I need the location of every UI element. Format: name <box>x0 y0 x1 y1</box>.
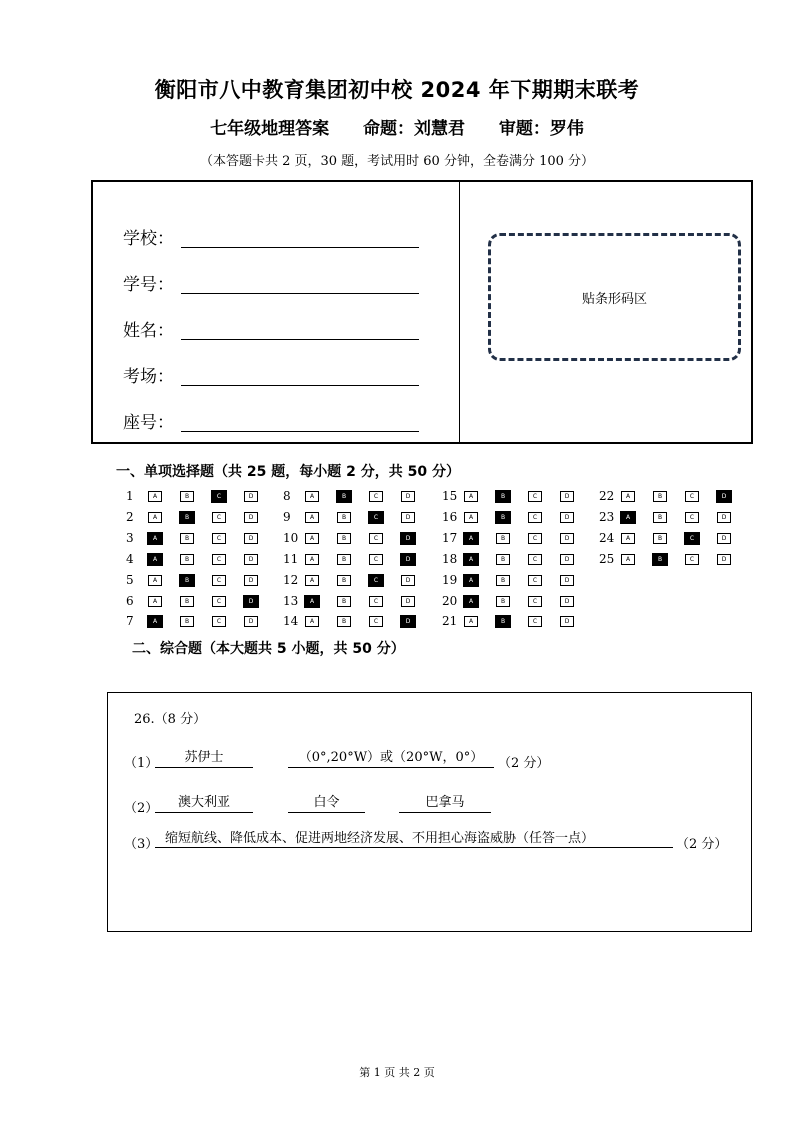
option-bubble-c[interactable]: C <box>685 491 699 502</box>
option-bubble-d[interactable]: D <box>401 491 415 502</box>
question-number: 9 <box>283 510 291 524</box>
subject-label: 七年级地理答案 <box>210 119 330 139</box>
option-bubble-d[interactable]: D <box>560 512 574 523</box>
option-bubble-b[interactable]: B <box>180 616 194 627</box>
option-bubble-b[interactable]: B <box>180 533 194 544</box>
q26-part1-answer-b: （0°,20°W）或（20°W，0°） <box>288 749 494 768</box>
option-bubble-b[interactable]: B <box>337 512 351 523</box>
option-bubble-d[interactable]: D <box>560 616 574 627</box>
option-bubble-a[interactable]: A <box>305 512 319 523</box>
option-bubble-c[interactable]: C <box>685 512 699 523</box>
option-bubble-a[interactable]: A <box>305 596 319 607</box>
barcode-area <box>488 233 741 361</box>
option-bubble-b[interactable]: B <box>496 616 510 627</box>
option-bubble-a[interactable]: A <box>464 491 478 502</box>
option-bubble-a[interactable]: A <box>464 616 478 627</box>
q26-part2-answer-a: 澳大利亚 <box>155 794 253 813</box>
option-bubble-c[interactable]: C <box>212 512 226 523</box>
question-row <box>599 531 749 545</box>
option-bubble-a[interactable]: A <box>148 512 162 523</box>
question-number: 2 <box>126 510 134 524</box>
option-bubble-b[interactable]: B <box>496 596 510 607</box>
option-bubble-b[interactable]: B <box>653 554 667 565</box>
option-bubble-b[interactable]: B <box>180 512 194 523</box>
option-bubble-c[interactable]: C <box>212 616 226 627</box>
info-divider <box>459 180 460 444</box>
option-bubble-b[interactable]: B <box>496 554 510 565</box>
question-row <box>283 614 433 628</box>
question-number: 22 <box>599 489 615 503</box>
question-row <box>283 531 433 545</box>
q26-part1-score: （2 分） <box>498 756 550 771</box>
question-number: 7 <box>126 614 134 628</box>
option-bubble-a[interactable]: A <box>305 575 319 586</box>
option-bubble-c[interactable]: C <box>528 616 542 627</box>
option-bubble-c[interactable]: C <box>369 533 383 544</box>
student-id-label: 学号： <box>123 275 174 295</box>
option-bubble-a[interactable]: A <box>621 533 635 544</box>
option-bubble-b[interactable]: B <box>653 512 667 523</box>
question-row <box>599 510 749 524</box>
option-bubble-d[interactable]: D <box>244 596 258 607</box>
option-bubble-b[interactable]: B <box>337 596 351 607</box>
q26-part1-label: （1） <box>124 756 159 771</box>
question-row <box>442 510 592 524</box>
option-bubble-b[interactable]: B <box>496 512 510 523</box>
option-bubble-d[interactable]: D <box>401 596 415 607</box>
option-bubble-a[interactable]: A <box>621 554 635 565</box>
option-bubble-c[interactable]: C <box>528 512 542 523</box>
question-number: 1 <box>126 489 134 503</box>
reviewer-label: 审题：罗伟 <box>498 119 584 139</box>
option-bubble-a[interactable]: A <box>148 616 162 627</box>
option-bubble-c[interactable]: C <box>528 533 542 544</box>
question-number: 3 <box>126 531 134 545</box>
question-row <box>283 489 433 503</box>
question-row <box>126 594 276 608</box>
question-row <box>126 489 276 503</box>
q26-part3-score: （2 分） <box>676 837 728 852</box>
option-bubble-c[interactable]: C <box>528 554 542 565</box>
option-bubble-a[interactable]: A <box>305 616 319 627</box>
question-row <box>283 510 433 524</box>
option-bubble-b[interactable]: B <box>337 554 351 565</box>
option-bubble-c[interactable]: C <box>528 491 542 502</box>
option-bubble-b[interactable]: B <box>496 491 510 502</box>
option-bubble-c[interactable]: C <box>212 554 226 565</box>
question-row <box>126 510 276 524</box>
question-number: 15 <box>442 489 458 503</box>
question-number: 12 <box>283 573 299 587</box>
q26-part2-answer-c: 巴拿马 <box>399 794 491 813</box>
option-bubble-d[interactable]: D <box>401 554 415 565</box>
option-bubble-c[interactable]: C <box>212 575 226 586</box>
exam-room-label: 考场： <box>123 367 174 387</box>
option-bubble-d[interactable]: D <box>401 575 415 586</box>
section2-heading: 二、综合题（本大题共 5 小题，共 50 分） <box>132 641 405 657</box>
seat-label: 座号： <box>123 413 174 433</box>
barcode-label: 贴条形码区 <box>581 291 647 307</box>
question-number: 23 <box>599 510 615 524</box>
option-bubble-c[interactable]: C <box>369 554 383 565</box>
option-bubble-a[interactable]: A <box>621 512 635 523</box>
option-bubble-a[interactable]: A <box>464 554 478 565</box>
question-number: 13 <box>283 594 299 608</box>
page-footer: 第 1 页 共 2 页 <box>359 1066 435 1079</box>
q26-part2-answer-b: 白令 <box>288 794 365 813</box>
option-bubble-a[interactable]: A <box>464 512 478 523</box>
question-row <box>442 489 592 503</box>
option-bubble-c[interactable]: C <box>369 512 383 523</box>
question-row <box>442 531 592 545</box>
option-bubble-a[interactable]: A <box>305 533 319 544</box>
option-bubble-b[interactable]: B <box>337 491 351 502</box>
option-bubble-a[interactable]: A <box>464 596 478 607</box>
seat-field[interactable] <box>181 431 419 432</box>
option-bubble-b[interactable]: B <box>653 491 667 502</box>
question-number: 19 <box>442 573 458 587</box>
option-bubble-b[interactable]: B <box>180 554 194 565</box>
option-bubble-d[interactable]: D <box>244 575 258 586</box>
question-number: 16 <box>442 510 458 524</box>
exam-room-field[interactable] <box>181 385 419 386</box>
name-label: 姓名： <box>123 321 174 341</box>
option-bubble-c[interactable]: C <box>212 533 226 544</box>
option-bubble-c[interactable]: C <box>369 491 383 502</box>
option-bubble-b[interactable]: B <box>180 596 194 607</box>
option-bubble-b[interactable]: B <box>180 491 194 502</box>
option-bubble-d[interactable]: D <box>717 491 731 502</box>
option-bubble-b[interactable]: B <box>496 533 510 544</box>
option-bubble-d[interactable]: D <box>560 575 574 586</box>
option-bubble-c[interactable]: C <box>212 596 226 607</box>
option-bubble-a[interactable]: A <box>148 596 162 607</box>
option-bubble-b[interactable]: B <box>496 575 510 586</box>
page-subtitle <box>0 114 794 139</box>
option-bubble-c[interactable]: C <box>369 616 383 627</box>
question-number: 14 <box>283 614 299 628</box>
option-bubble-a[interactable]: A <box>621 491 635 502</box>
option-bubble-c[interactable]: C <box>685 554 699 565</box>
question-number: 24 <box>599 531 615 545</box>
option-bubble-d[interactable]: D <box>244 616 258 627</box>
option-bubble-d[interactable]: D <box>717 512 731 523</box>
option-bubble-d[interactable]: D <box>401 533 415 544</box>
question-number: 21 <box>442 614 458 628</box>
section1-heading: 一、单项选择题（共 25 题，每小题 2 分，共 50 分） <box>116 464 460 480</box>
question-number: 4 <box>126 552 134 566</box>
option-bubble-b[interactable]: B <box>337 616 351 627</box>
option-bubble-b[interactable]: B <box>653 533 667 544</box>
page-title: 衡阳市八中教育集团初中校 2024 年下期期末联考 <box>154 78 640 102</box>
option-bubble-d[interactable]: D <box>717 533 731 544</box>
q26-part2-label: （2） <box>124 801 159 816</box>
option-bubble-a[interactable]: A <box>464 575 478 586</box>
question-number: 11 <box>283 552 299 566</box>
option-bubble-c[interactable]: C <box>212 491 226 502</box>
school-label: 学校： <box>123 229 174 249</box>
student-id-field[interactable] <box>181 293 419 294</box>
question-row <box>599 552 749 566</box>
option-bubble-d[interactable]: D <box>717 554 731 565</box>
option-bubble-c[interactable]: C <box>528 575 542 586</box>
option-bubble-b[interactable]: B <box>337 575 351 586</box>
question-number: 17 <box>442 531 458 545</box>
question-row <box>283 552 433 566</box>
question-row <box>442 594 592 608</box>
question-row <box>283 594 433 608</box>
option-bubble-a[interactable]: A <box>148 554 162 565</box>
option-bubble-a[interactable]: A <box>305 491 319 502</box>
question-row <box>126 531 276 545</box>
option-bubble-a[interactable]: A <box>464 533 478 544</box>
option-bubble-a[interactable]: A <box>148 491 162 502</box>
option-bubble-c[interactable]: C <box>369 575 383 586</box>
option-bubble-d[interactable]: D <box>560 596 574 607</box>
question-number: 6 <box>126 594 134 608</box>
question-number: 18 <box>442 552 458 566</box>
option-bubble-c[interactable]: C <box>685 533 699 544</box>
option-bubble-c[interactable]: C <box>528 596 542 607</box>
option-bubble-d[interactable]: D <box>244 491 258 502</box>
option-bubble-a[interactable]: A <box>305 554 319 565</box>
name-field[interactable] <box>181 339 419 340</box>
option-bubble-a[interactable]: A <box>148 533 162 544</box>
question-row <box>442 614 592 628</box>
option-bubble-c[interactable]: C <box>369 596 383 607</box>
option-bubble-d[interactable]: D <box>401 512 415 523</box>
question-row <box>126 552 276 566</box>
option-bubble-b[interactable]: B <box>180 575 194 586</box>
q26-title: 26.（8 分） <box>134 712 207 727</box>
option-bubble-d[interactable]: D <box>244 533 258 544</box>
question-row <box>126 573 276 587</box>
question-number: 8 <box>283 489 291 503</box>
option-bubble-b[interactable]: B <box>337 533 351 544</box>
option-bubble-d[interactable]: D <box>560 491 574 502</box>
option-bubble-d[interactable]: D <box>244 554 258 565</box>
q26-part3-label: （3） <box>124 837 159 852</box>
question-number: 10 <box>283 531 299 545</box>
option-bubble-d[interactable]: D <box>560 554 574 565</box>
question-number: 5 <box>126 573 134 587</box>
question-number: 20 <box>442 594 458 608</box>
question-number: 25 <box>599 552 615 566</box>
option-bubble-d[interactable]: D <box>401 616 415 627</box>
question-row <box>126 614 276 628</box>
option-bubble-a[interactable]: A <box>148 575 162 586</box>
q26-part3-answer: 缩短航线、降低成本、促进两地经济发展、不用担心海盗威胁（任答一点） <box>155 830 673 848</box>
option-bubble-d[interactable]: D <box>560 533 574 544</box>
author-label: 命题：刘慧君 <box>363 119 465 139</box>
school-field[interactable] <box>181 247 419 248</box>
question-row <box>283 573 433 587</box>
option-bubble-d[interactable]: D <box>244 512 258 523</box>
exam-note: （本答题卡共 2 页，30 题，考试用时 60 分钟，全卷满分 100 分） <box>199 154 595 169</box>
q26-part1-answer-a: 苏伊士 <box>155 749 253 768</box>
question-row <box>442 573 592 587</box>
question-row <box>442 552 592 566</box>
question-row <box>599 489 749 503</box>
